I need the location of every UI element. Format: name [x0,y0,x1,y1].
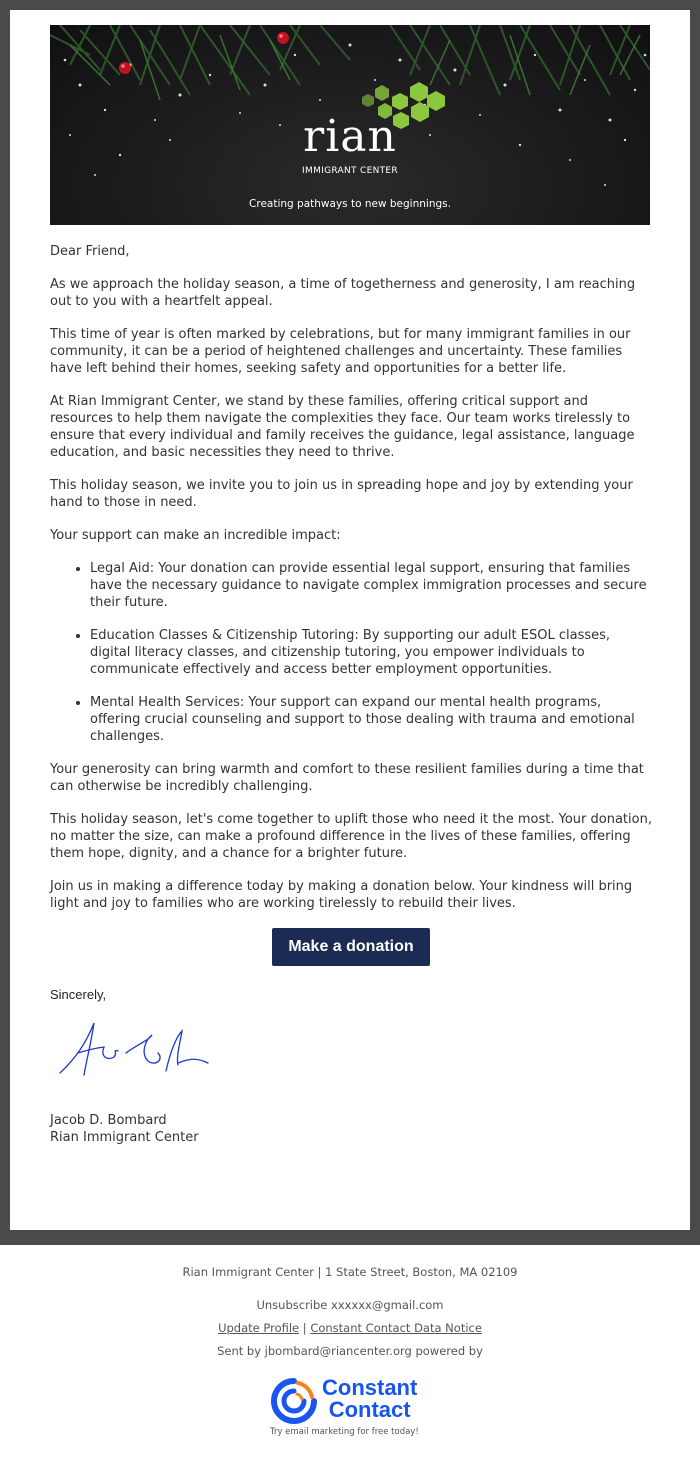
footer-links [0,1321,700,1335]
letter-body [50,243,652,1146]
closing: Sincerely, [50,987,107,1002]
footer-address: Rian Immigrant Center | 1 State Street, Boston, MA 02109 [182,1265,518,1279]
list-item: • Legal Aid: Your donation can provide essential legal support, ensuring that families have the necessary guidance to navigate complex immigration processes and secure their future. [90,560,652,611]
donate-button-wrap [50,928,652,966]
paragraph: As we approach the holiday season, a time of togetherness and generosity, I am reaching out to you with a heartfelt appeal. [50,277,636,309]
paragraph: Your support can make an incredible impact: [50,528,341,543]
brand-name: rian [303,111,397,162]
data-notice-link[interactable]: Constant Contact Data Notice [310,1321,482,1335]
paragraph: This holiday season, let's come together to uplift those who need it the most. Your donation, no matter the size, can make a profound difference in the lives of these families, offering them hope, dignity, and a chance for a brighter future. [50,812,652,861]
constant-contact-icon [270,1377,318,1425]
paragraph: Join us in making a difference today by making a donation below. Your kindness will bring light and joy to families who are working tirelessly to rebuild their lives. [50,879,633,911]
paragraph: This holiday season, we invite you to join us in spreading hope and joy by extending your hand to those in need. [50,478,633,510]
impact-list [50,560,652,745]
signature [56,1013,652,1084]
greeting: Dear Friend, [50,244,130,259]
link-separator: | [302,1321,307,1335]
email-card [10,10,690,1230]
signer-org: Rian Immigrant Center [50,1130,199,1145]
paragraph: This time of year is often marked by celebrations, but for many immigrant families in our community, it can be a period of heightened challenges and uncertainty. These families have left behind their homes, seeking safety and opportunities for a better life. [50,327,631,376]
header-banner [50,25,650,225]
paragraph: Your generosity can bring warmth and comfort to these resilient families during a time that can otherwise be incredibly challenging. [50,762,644,794]
update-profile-link[interactable]: Update Profile [218,1321,300,1335]
brand-subtitle: IMMIGRANT CENTER [302,166,398,176]
constant-contact-wordmark [322,1377,417,1421]
list-item: • Mental Health Services: Your support can expand our mental health programs, offering crucial counseling and support to those dealing with trauma and emotional challenges. [90,694,652,745]
tagline: Creating pathways to new beginnings. [249,198,451,210]
cc-try-text: Try email marketing for free today! [270,1427,419,1437]
constant-contact-logo[interactable] [270,1377,440,1439]
unsubscribe-link[interactable]: Unsubscribe xxxxxx@gmail.com [256,1298,444,1312]
footer-sent-by: Sent by jbombard@riancenter.org powered by [217,1344,483,1358]
signer-name: Jacob D. Bombard [50,1113,167,1128]
paragraph: At Rian Immigrant Center, we stand by these families, offering critical support and resources to help them navigate the complexities they face. Our team works tirelessly to ensure that every individual and family receives the guidance, legal assistance, language education, and basic necessities they need to thrive. [50,394,635,460]
cc-word-2: Contact [328,1397,411,1422]
donate-button[interactable]: Make a donation [272,928,429,966]
cc-word-1: Constant [322,1375,418,1400]
list-item: • Education Classes & Citizenship Tutoring: By supporting our adult ESOL classes, digital literacy classes, and citizenship tutoring, you empower individuals to communicate effectively and access better employment opportunities. [90,627,652,678]
